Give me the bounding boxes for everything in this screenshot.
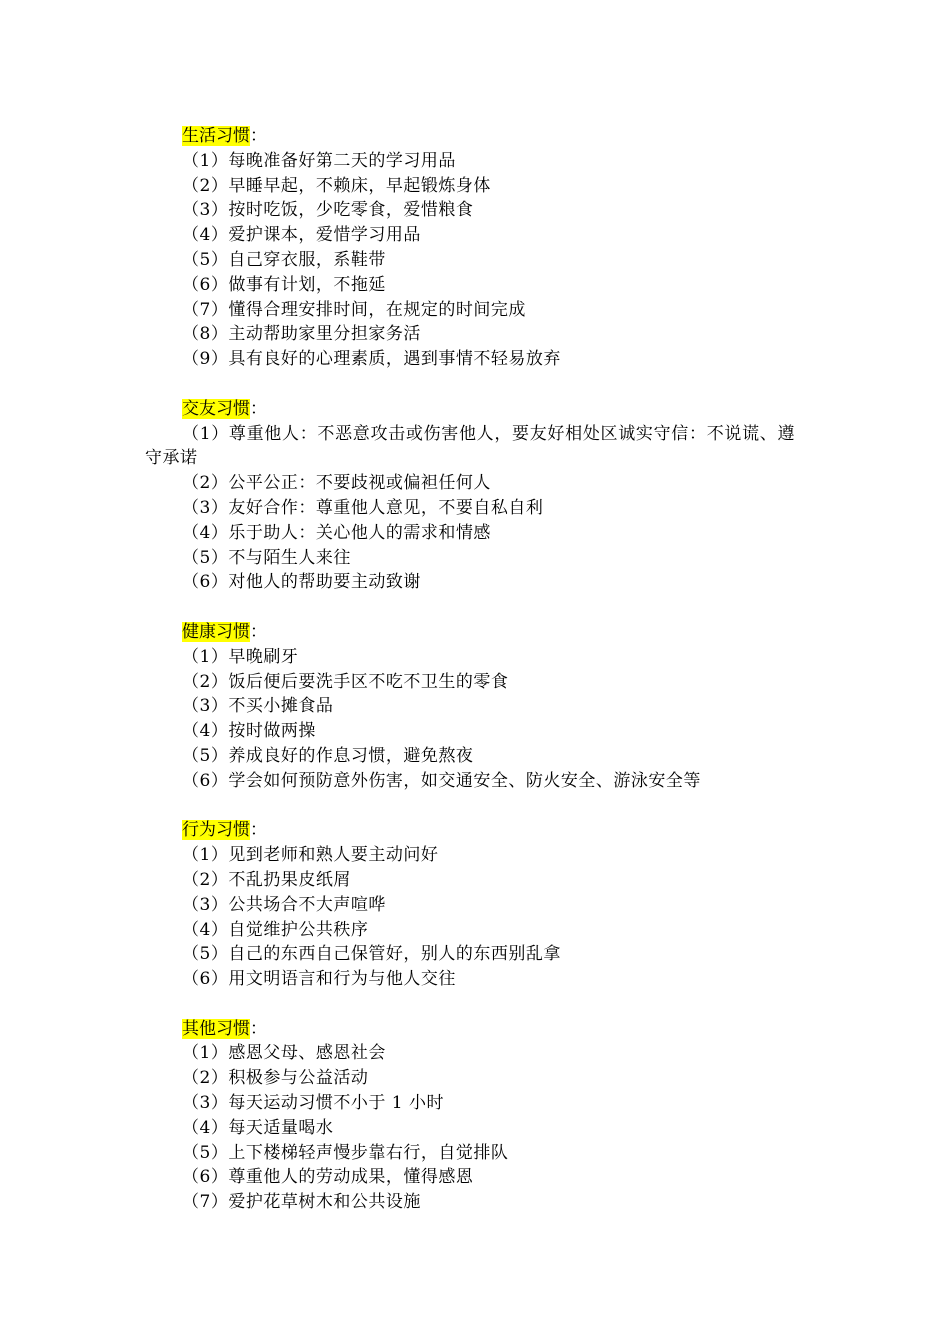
list-item: （5）养成良好的作息习惯，避免熬夜 [182,745,474,766]
list-item: （1）每晚准备好第二天的学习用品 [182,150,456,171]
highlighted-heading-text: 其他习惯 [182,1018,250,1039]
list-item: （4）按时做两操 [182,721,316,742]
highlighted-heading-text: 生活习惯 [182,126,250,146]
list-item: （9）具有良好的心理素质，遇到事情不轻易放弃 [182,349,561,370]
list-item: （5）不与陌生人来往 [182,547,351,568]
list-item: （5）上下楼梯轻声慢步靠右行，自觉排队 [182,1142,509,1163]
list-item: （6）尊重他人的劳动成果，懂得感恩 [182,1167,474,1188]
section-heading [182,1017,795,1042]
section-heading [182,124,795,149]
list-item: （3）每天运动习惯不小于 1 小时 [182,1093,444,1114]
section-heading [182,818,795,843]
section-friendship-habits [145,397,795,595]
list-item: （6）做事有计划，不拖延 [182,274,386,295]
list-item: （3）公共场合不大声喧哗 [182,894,386,915]
list-item: （6）学会如何预防意外伤害，如交通安全、防火安全、游泳安全等 [182,770,701,791]
list-item: （1）感恩父母、感恩社会 [182,1043,386,1064]
list-item: （5）自己穿衣服，系鞋带 [182,249,386,270]
list-item: （1）早晚刷牙 [182,646,299,667]
section-other-habits [145,1017,795,1215]
heading-colon: ： [250,820,267,841]
list-item: （4）爱护课本，爱惜学习用品 [182,225,421,246]
section-health-habits [145,620,795,794]
list-item: （6）对他人的帮助要主动致谢 [182,572,421,593]
section-behavior-habits [145,818,795,992]
list-item: （8）主动帮助家里分担家务活 [182,324,421,345]
list-item: （4）每天适量喝水 [182,1117,334,1138]
list-item: （4）自觉维护公共秩序 [182,919,369,940]
list-item: （6）用文明语言和行为与他人交往 [182,969,456,990]
list-item: （2）饭后便后要洗手区不吃不卫生的零食 [182,671,509,692]
list-item: （3）友好合作：尊重他人意见，不要自私自利 [182,497,544,518]
section-living-habits [145,124,795,372]
heading-colon: ： [250,398,267,419]
list-item: （7）爱护花草树木和公共设施 [182,1192,421,1213]
list-item: （7）懂得合理安排时间，在规定的时间完成 [182,299,526,320]
highlighted-heading-text: 行为习惯 [182,820,250,841]
list-item: （5）自己的东西自己保管好，别人的东西别乱拿 [182,944,561,965]
list-item: （2）不乱扔果皮纸屑 [182,869,351,890]
list-item: （2）早睡早起，不赖床，早起锻炼身体 [182,175,491,196]
document-body [145,124,795,1215]
heading-colon: ： [250,126,267,146]
list-item: （3）按时吃饭，少吃零食，爱惜粮食 [182,200,474,221]
section-heading [182,397,795,422]
section-heading [182,620,795,645]
list-item: （1）尊重他人：不恶意攻击或伤害他人，要友好相处区诚实守信：不说谎、遵守承诺 [145,423,795,469]
heading-colon: ： [250,621,267,642]
list-item: （2）公平公正：不要歧视或偏袒任何人 [182,473,491,494]
list-item: （2）积极参与公益活动 [182,1068,369,1089]
list-item: （1）见到老师和熟人要主动问好 [182,845,439,866]
highlighted-heading-text: 交友习惯 [182,398,250,419]
heading-colon: ： [250,1018,267,1039]
highlighted-heading-text: 健康习惯 [182,621,250,642]
list-item: （4）乐于助人：关心他人的需求和情感 [182,522,491,543]
list-item: （3）不买小摊食品 [182,696,334,717]
